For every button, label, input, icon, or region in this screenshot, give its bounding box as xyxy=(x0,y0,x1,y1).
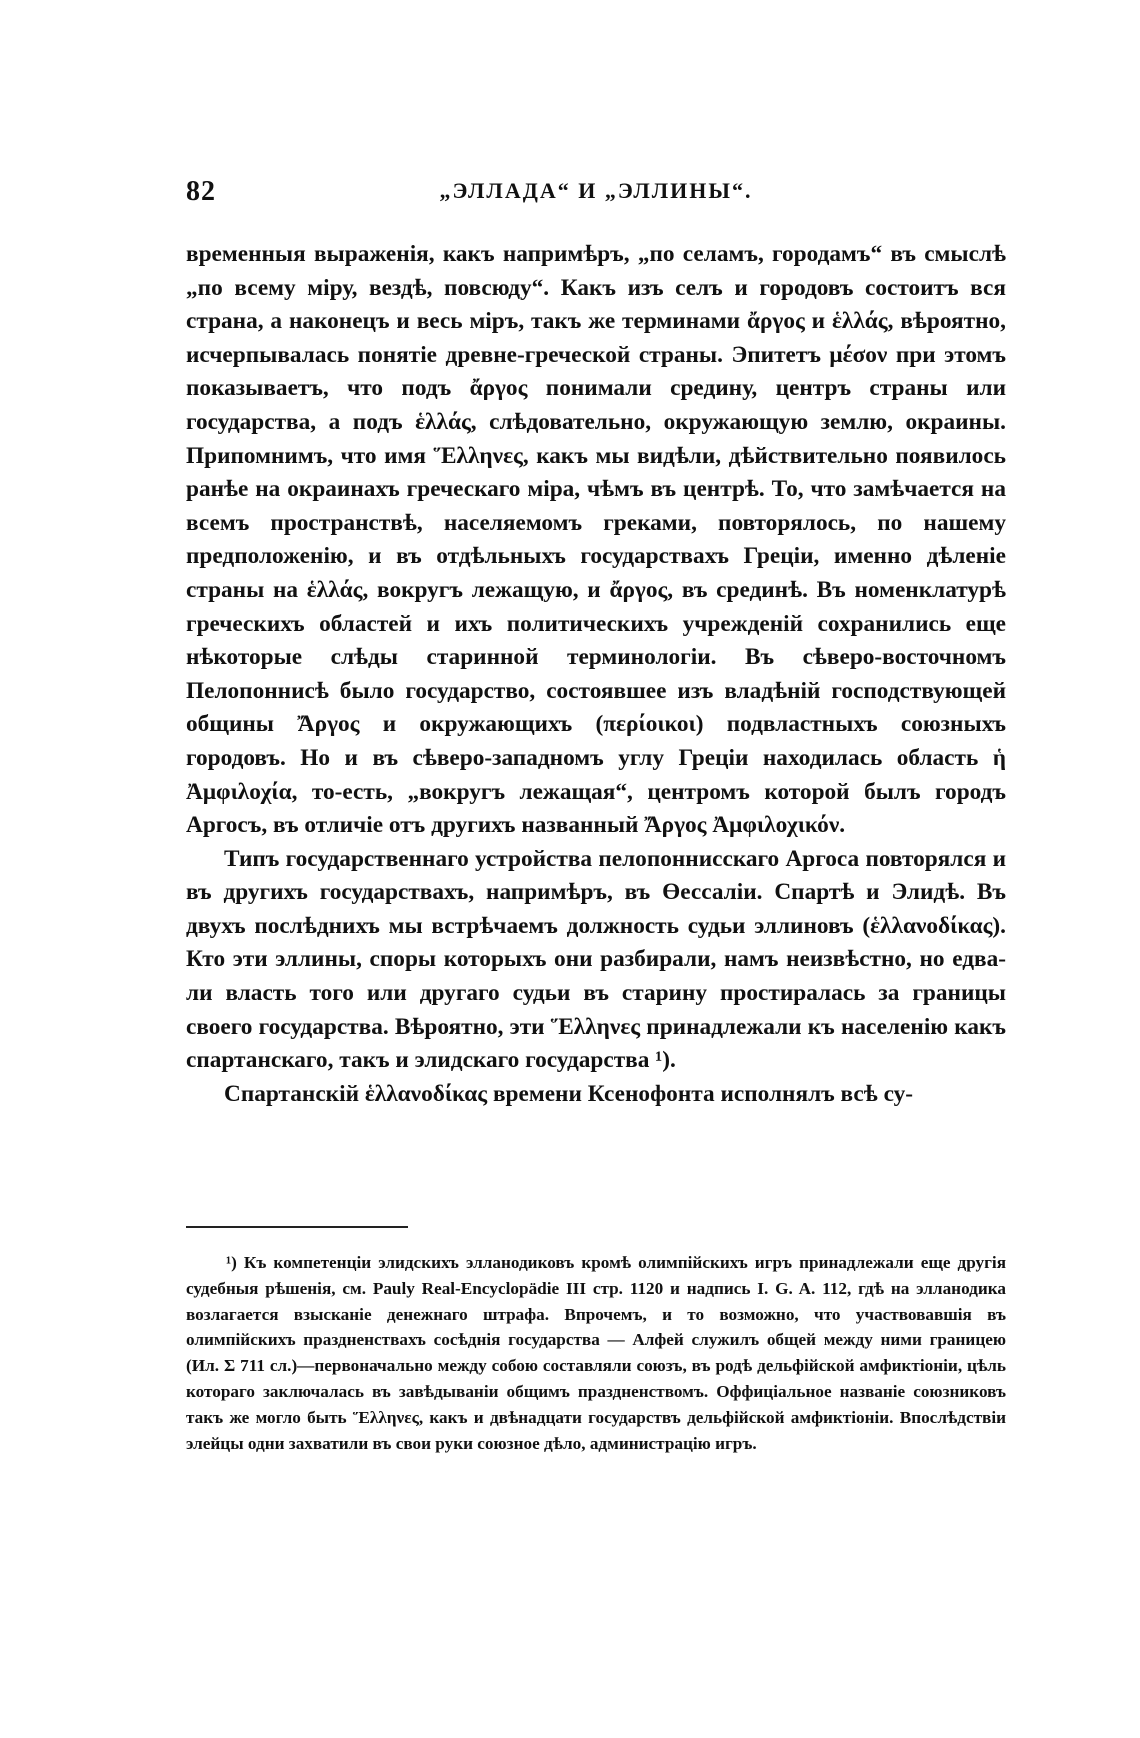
page-header xyxy=(186,176,1006,216)
running-head: „ЭЛЛАДА“ И „ЭЛЛИНЫ“. xyxy=(439,178,753,203)
footnote-divider xyxy=(186,1226,408,1228)
page-number: 82 xyxy=(186,176,216,207)
main-text xyxy=(186,238,1006,1111)
footnote xyxy=(186,1250,1006,1456)
paragraph: Спартанскій ἑλλανοδίκας времени Ксенофонта исполнялъ всѣ су- xyxy=(224,1080,914,1107)
footnote-text: ¹) Къ компетенціи элидскихъ элланодиковъ кромѣ олимпійскихъ игръ принадлежали еще другія судебныя рѣшенія, см. Pauly Real-Encyclopädie III стр. 1120 и надпись I. G. A. 112, гдѣ на элланодика возлагается взысканіе денежнаго штрафа. Впрочемъ, и то возможно, что участвовавшія въ олимпійскихъ праздненствахъ сосѣднія государства — Алфей служилъ общей между ними границею (Ил. Σ 711 сл.)—первоначально между собою составляли союзъ, въ родѣ дельфійской амфиктіоніи, цѣль котораго заключалась въ завѣдываніи общимъ праздненствомъ. Оффиціальное названіе союзниковъ такъ же могло быть Ἕλληνες, какъ и двѣнадцати государствъ дельфійской амфиктіоніи. Впослѣдствіи элейцы одни захватили въ свои руки союзное дѣло, администрацію игръ. xyxy=(186,1253,1006,1453)
paragraph: Типъ государственнаго устройства пелопоннисскаго Аргоса повторялся и въ другихъ государствахъ, напримѣръ, въ Өессаліи. Спартѣ и Элидѣ. Въ двухъ послѣднихъ мы встрѣчаемъ должность судьи эллиновъ (ἑλλανοδίκας). Кто эти эллины, споры которыхъ они разбирали, намъ неизвѣстно, но едва-ли власть того или другаго судьи въ старину простиралась за границы своего государства. Вѣроятно, эти Ἕλληνες принадлежали къ населенію какъ спартанскаго, такъ и элидскаго государства ¹). xyxy=(186,845,1006,1074)
paragraph: временныя выраженія, какъ напримѣръ, „по селамъ, городамъ“ въ смыслѣ „по всему міру, вездѣ, повсюду“. Какъ изъ селъ и городовъ состоитъ вся страна, а наконецъ и весь міръ, такъ же терминами ἄργος и ἑλλάς, вѣроятно, исчерпывалась понятіе древне-греческой страны. Эпитетъ μέσον при этомъ показываетъ, что подъ ἄργος понимали средину, центръ страны или государства, а подъ ἑλλάς, слѣдовательно, окружающую землю, окраины. Припомнимъ, что имя Ἕλληνες, какъ мы видѣли, дѣйствительно появилось ранѣе на окраинахъ греческаго міра, чѣмъ въ центрѣ. То, что замѣчается на всемъ пространствѣ, населяемомъ греками, повторялось, по нашему предположенію, и въ отдѣльныхъ государствахъ Греціи, именно дѣленіе страны на ἑλλάς, вокругъ лежащую, и ἄργος, въ срединѣ. Въ номенклатурѣ греческихъ областей и ихъ политическихъ учрежденій сохранились еще нѣкоторые слѣды старинной терминологіи. Въ сѣверо-восточномъ Пелопоннисѣ было государство, состоявшее изъ владѣній господствующей общины Ἄργος и окружающихъ (περίοικοι) подвластныхъ союзныхъ городовъ. Но и въ сѣверо-западномъ углу Греціи находилась область ἡ Ἀμφιλοχία, то-есть, „вокругъ лежащая“, центромъ которой былъ городъ Аргосъ, въ отличіе отъ другихъ названный Ἄργος Ἀμφιλοχικόν. xyxy=(186,241,1006,839)
